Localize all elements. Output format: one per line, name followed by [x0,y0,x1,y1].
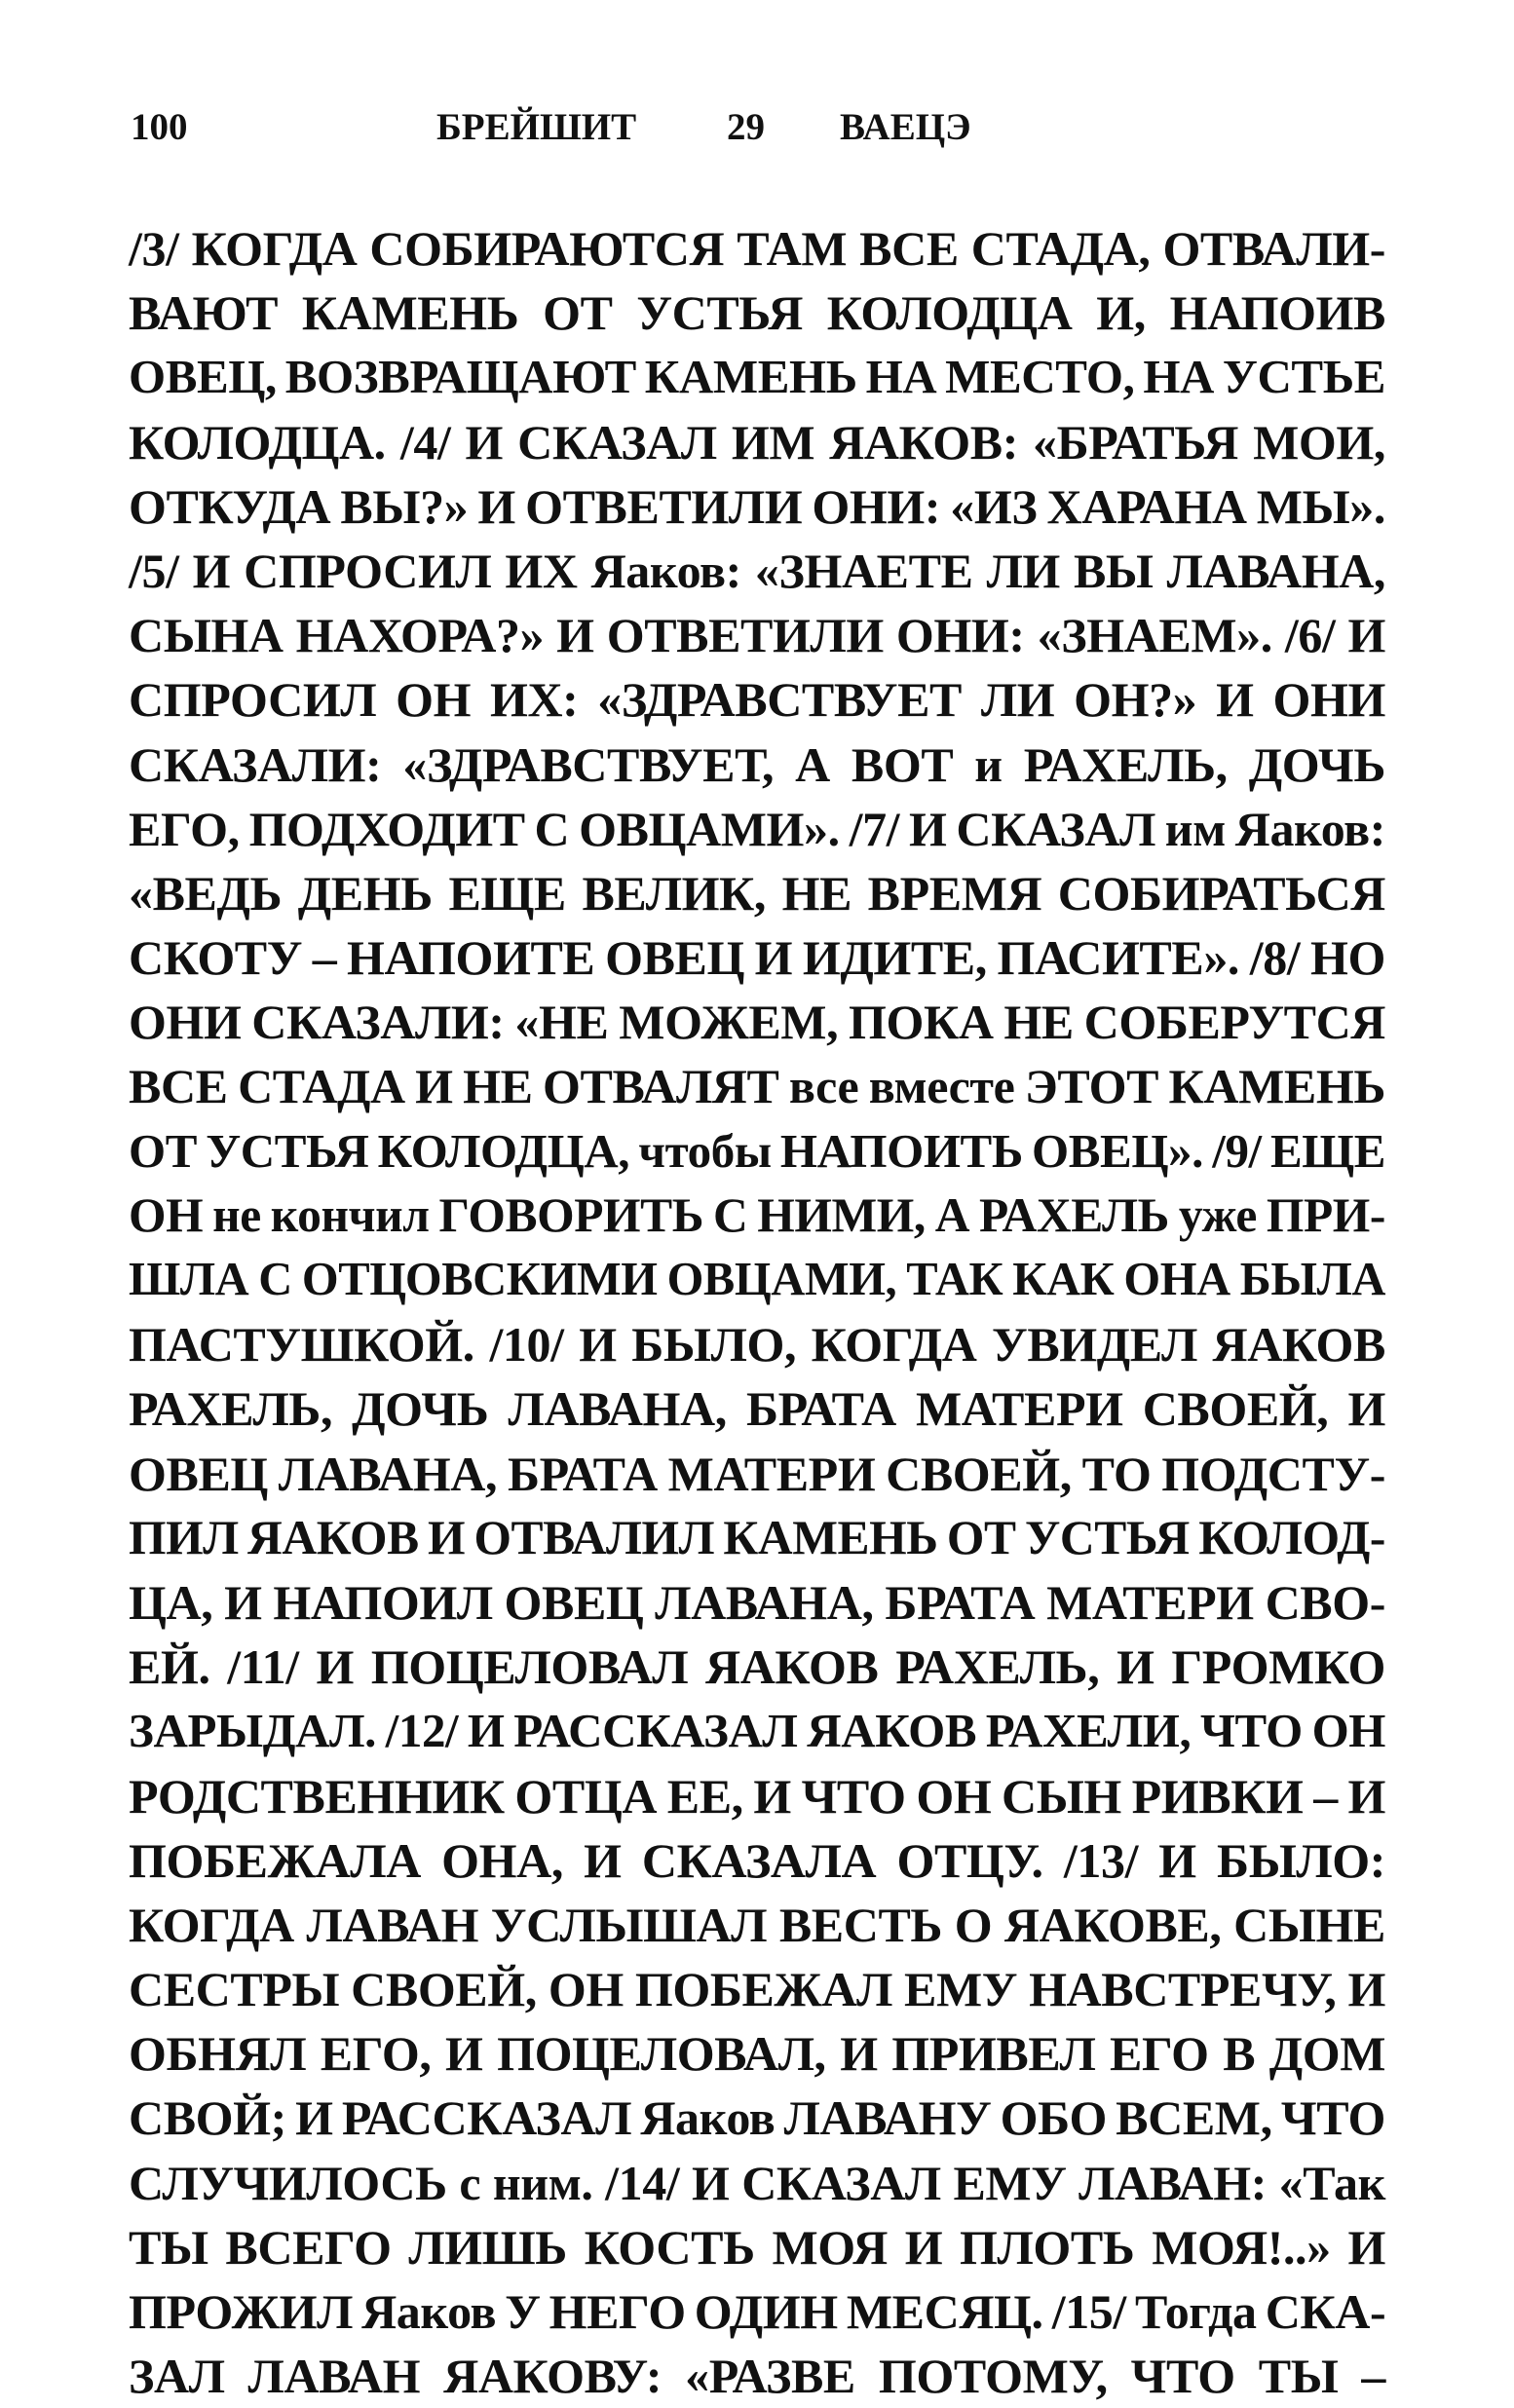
text-line: ПИЛ ЯАКОВ И ОТВАЛИЛ КАМЕНЬ ОТ УСТЬЯ КОЛОД- [129,1510,1385,1564]
running-header [131,105,1105,154]
text-line: ОТКУДА ВЫ?» И ОТВЕТИЛИ ОНИ: «ИЗ ХАРАНА МЫ». [129,478,1385,534]
text-line: ОВЕЦ ЛАВАНА, БРАТА МАТЕРИ СВОЕЙ, ТО ПОДСТУ- [129,1446,1385,1501]
text-line: ВСЕ СТАДА И НЕ ОТВАЛЯТ все вместе ЭТОТ КАМЕНЬ [129,1059,1385,1114]
text-line: СКАЗАЛИ: «ЗДРАВСТВУЕТ, А ВОТ и РАХЕЛЬ, ДОЧЬ [129,736,1385,792]
text-line: ЦА, И НАПОИЛ ОВЕЦ ЛАВАНА, БРАТА МАТЕРИ СВО- [129,1574,1385,1630]
text-line: СПРОСИЛ ОН ИХ: «ЗДРАВСТВУЕТ ЛИ ОН?» И ОНИ [129,672,1385,728]
text-line: ПАСТУШКОЙ. /10/ И БЫЛО, КОГДА УВИДЕЛ ЯАКОВ [129,1317,1385,1373]
text-line: ОН не кончил ГОВОРИТЬ С НИМИ, А РАХЕЛЬ уже ПРИ- [129,1187,1385,1242]
parsha-title: ВАЕЦЭ [840,106,971,148]
text-line: РАХЕЛЬ, ДОЧЬ ЛАВАНА, БРАТА МАТЕРИ СВОЕЙ, И [129,1381,1385,1437]
text-line: /5/ И СПРОСИЛ ИХ Яаков: «ЗНАЕТЕ ЛИ ВЫ ЛАВАНА, [129,543,1385,598]
text-line: СЛУЧИЛОСЬ с ним. /14/ И СКАЗАЛ ЕМУ ЛАВАН: «Так [129,2155,1385,2210]
text-line: КОГДА ЛАВАН УСЛЫШАЛ ВЕСТЬ О ЯАКОВЕ, СЫНЕ [129,1897,1385,1952]
text-line: ОБНЯЛ ЕГО, И ПОЦЕЛОВАЛ, И ПРИВЕЛ ЕГО В ДОМ [129,2026,1385,2082]
text-line: ШЛА С ОТЦОВСКИМИ ОВЦАМИ, ТАК КАК ОНА БЫЛА [129,1254,1385,1305]
text-line: /3/ КОГДА СОБИРАЮТСЯ ТАМ ВСЕ СТАДА, ОТВАЛИ- [129,221,1385,276]
text-line: ОНИ СКАЗАЛИ: «НЕ МОЖЕМ, ПОКА НЕ СОБЕРУТСЯ [129,995,1385,1050]
text-line: ЕГО, ПОДХОДИТ С ОВЦАМИ». /7/ И СКАЗАЛ им Яаков: [129,801,1385,856]
page-number: 100 [131,106,188,148]
text-line: ОТ УСТЬЯ КОЛОДЦА, чтобы НАПОИТЬ ОВЕЦ». /9/ ЕЩЕ [129,1123,1385,1178]
book-title: БРЕЙШИТ [436,106,637,148]
text-line: СЕСТРЫ СВОЕЙ, ОН ПОБЕЖАЛ ЕМУ НАВСТРЕЧУ, И [129,1962,1385,2017]
body-text [129,216,1385,2408]
text-line: ТЫ ВСЕГО ЛИШЬ КОСТЬ МОЯ И ПЛОТЬ МОЯ!..» И [129,2219,1385,2275]
chapter-number: 29 [727,106,765,148]
text-line: ПОБЕЖАЛА ОНА, И СКАЗАЛА ОТЦУ. /13/ И БЫЛО: [129,1832,1385,1888]
text-line: ПРОЖИЛ Яаков У НЕГО ОДИН МЕСЯЦ. /15/ Тогда СКА- [129,2284,1386,2339]
text-line: ЗАЛ ЛАВАН ЯАКОВУ: «РАЗВЕ ПОТОМУ, ЧТО ТЫ – [129,2349,1385,2404]
text-line: ЗАРЫДАЛ. /12/ И РАССКАЗАЛ ЯАКОВ РАХЕЛИ, ЧТО ОН [129,1704,1385,1758]
text-line: «ВЕДЬ ДЕНЬ ЕЩЕ ВЕЛИК, НЕ ВРЕМЯ СОБИРАТЬСЯ [129,865,1385,921]
text-line: ЕЙ. /11/ И ПОЦЕЛОВАЛ ЯАКОВ РАХЕЛЬ, И ГРОМКО [129,1639,1385,1695]
text-line: СВОЙ; И РАССКАЗАЛ Яаков ЛАВАНУ ОБО ВСЕМ, ЧТО [129,2090,1385,2146]
text-line: КОЛОДЦА. /4/ И СКАЗАЛ ИМ ЯАКОВ: «БРАТЬЯ МОИ, [129,414,1385,470]
text-line: СЫНА НАХОРА?» И ОТВЕТИЛИ ОНИ: «ЗНАЕМ». /6/ И [129,608,1385,663]
text-line: СКОТУ – НАПОИТЕ ОВЕЦ И ИДИТЕ, ПАСИТЕ». /8/ НО [129,930,1385,986]
text-line: ОВЕЦ, ВОЗВРАЩАЮТ КАМЕНЬ НА МЕСТО, НА УСТЬЕ [129,350,1385,404]
text-line: РОДСТВЕННИК ОТЦА ЕЕ, И ЧТО ОН СЫН РИВКИ – И [129,1768,1385,1824]
text-line: ВАЮТ КАМЕНЬ ОТ УСТЬЯ КОЛОДЦА И, НАПОИВ [129,285,1385,341]
